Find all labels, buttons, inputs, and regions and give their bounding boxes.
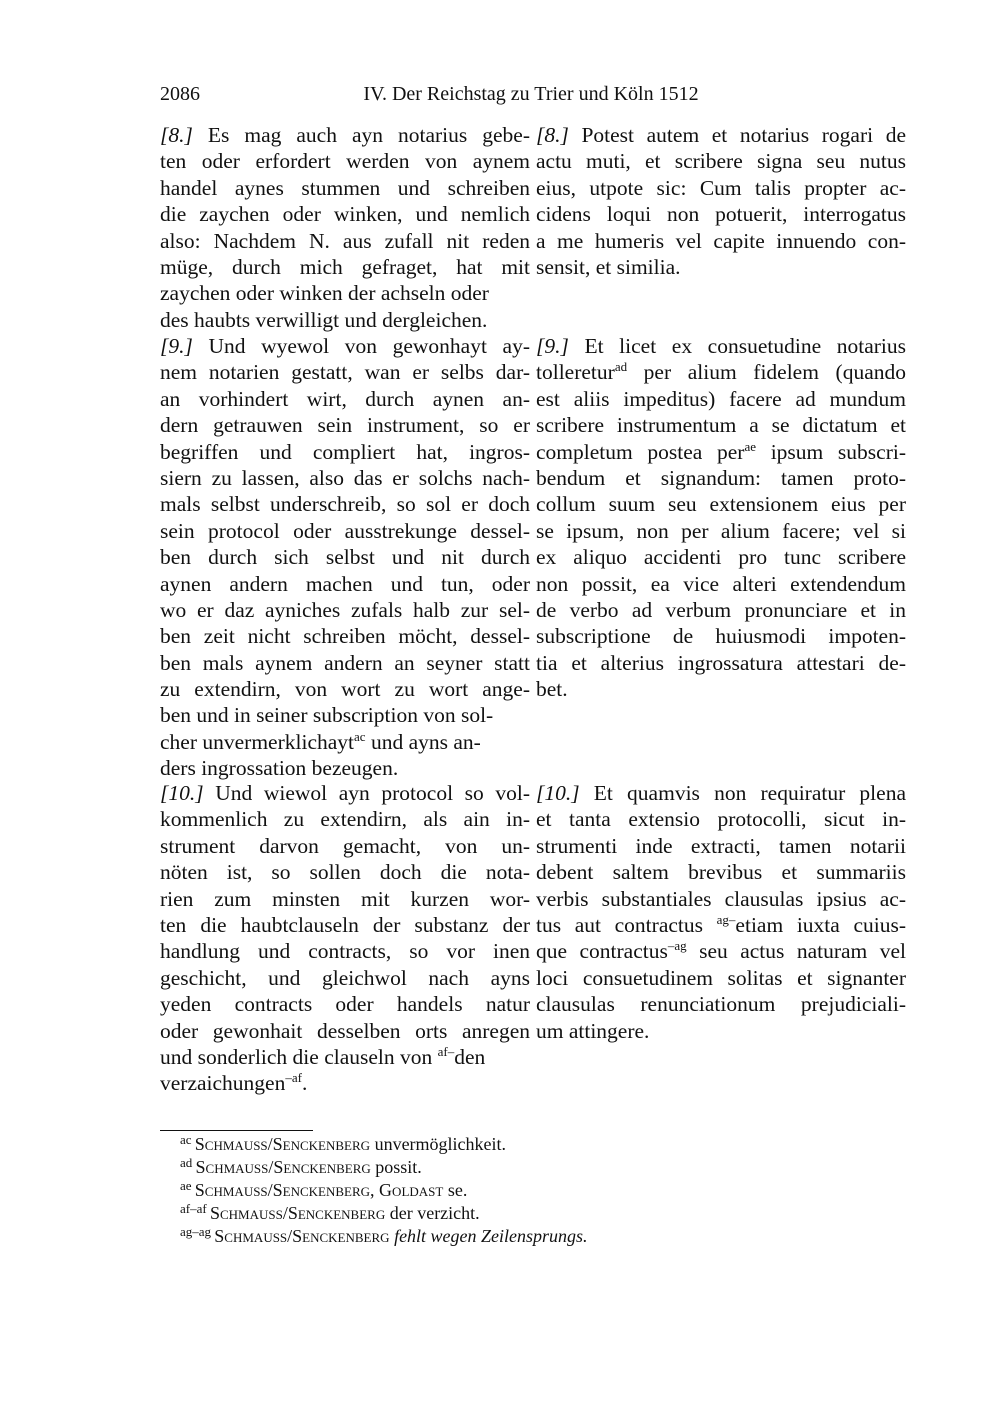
footnote-mark: ac (180, 1132, 195, 1147)
text-line: sein protocol oder ausstrekunge dessel- (160, 518, 530, 543)
text-line: ben durch sich selbst und nit durch (160, 545, 530, 570)
text-line: cidens loqui non potuerit, interrogatus (536, 202, 906, 227)
text-line: [8.] Potest autem et notarius rogari de (536, 123, 906, 147)
section-number: [10.] (160, 781, 204, 805)
text-line: ders ingrossation bezeugen. (160, 756, 399, 781)
text-line: [10.] Und wiewol ayn protocol so vol- (160, 781, 530, 805)
running-title: IV. Der Reichstag zu Trier und Köln 1512 (363, 83, 699, 105)
text-line: clausulas renunciationum prejudiciali- (536, 992, 906, 1017)
footnote-marker: ac (354, 728, 366, 744)
section-number: [9.] (536, 334, 569, 358)
footnote-mark: ad (180, 1155, 196, 1170)
footnote-rule (160, 1130, 313, 1131)
footnote-marker: ag– (716, 911, 736, 927)
text-line: ex aliquo accidenti pro tunc scribere (536, 545, 906, 570)
text-line: et tanta extensio protocolli, sicut in- (536, 807, 906, 832)
footnote-mark: af–af (180, 1201, 210, 1216)
text-line: sensit, et similia. (536, 254, 681, 279)
text-line: que contractus$^{-ag}$ seu actus naturam vel (536, 938, 906, 964)
text-line: bendum et signandum: tamen proto- (536, 465, 906, 490)
footnote-marker: –ag (667, 938, 687, 954)
text-line: se ipsum, non per alium facere; vel si (536, 518, 906, 543)
text-line: mals selbst underschreib, so sol er doch (160, 492, 530, 517)
text-line: tus aut contractus $^{ag-}$etiam iuxta cuius- (536, 911, 906, 937)
text-line: oder gewonhait desselben orts anregen (160, 1018, 530, 1043)
text-line: begriffen und compliert hat, ingros- (160, 439, 530, 464)
latin-column-section-9 (536, 333, 906, 702)
text-line: de verbo ad verbum pronunciare et in (536, 597, 906, 622)
text-line: nem notarien gestatt, wan er selbs dar- (160, 360, 530, 385)
text-line: die zaychen oder winken, und nemlich (160, 202, 530, 227)
text-line: bet. (536, 677, 568, 702)
text-line: est aliis impeditus) facere ad mundum (536, 386, 906, 411)
text-line: müge, durch mich gefraget, hat mit (160, 254, 530, 279)
text-line: rien zum minsten mit kurzen wor- (160, 886, 530, 911)
text-line: wo er daz ayniches zufals halb zur sel- (160, 597, 530, 622)
footnote-mark: ag–ag (180, 1224, 215, 1239)
text-line: zaychen oder winken der achseln oder (160, 281, 489, 306)
text-line: debent saltem brevibus et summariis (536, 860, 906, 885)
text-line: strument darvon gemacht, von un- (160, 833, 530, 858)
text-line: ben mals aynem andern an seyner statt (160, 650, 530, 675)
text-line: dern getrauwen sein instrument, so er (160, 413, 530, 438)
text-line: kommenlich zu extendirn, als ain in- (160, 807, 530, 832)
text-line: [10.] Et quamvis non requiratur plena (536, 781, 906, 805)
german-column-section-10 (160, 780, 530, 1097)
text-line: aynen andern machen und tun, oder (160, 571, 530, 596)
section-number: [8.] (536, 123, 569, 147)
text-line: an vorhindert wirt, durch aynen an- (160, 386, 530, 411)
text-line: [9.] Et licet ex consuetudine notarius (536, 334, 906, 358)
footnote-source: Schmauss/Senckenberg (194, 1134, 371, 1154)
text-line: strumenti inde extracti, tamen notarii (536, 833, 906, 858)
footnote-marker: af– (437, 1043, 455, 1059)
footnote-source: Schmauss/Senckenberg, Goldast (194, 1180, 444, 1200)
footnote-mark: ae (180, 1178, 195, 1193)
section-number: [8.] (160, 123, 193, 147)
footnote: $^{ad}$ Schmauss/Senckenberg possit. (180, 1155, 422, 1177)
text-line: cher unvermerklichayt$^{ac}$ und ayns an- (160, 728, 481, 754)
text-line: tolleretur$^{ad}$ per alium fidelem (quando (536, 359, 906, 385)
page-header (160, 80, 902, 108)
section-number: [10.] (536, 781, 580, 805)
latin-column-section-10 (536, 780, 906, 1044)
footnote: $^{ae}$ Schmauss/Senckenberg, Goldast se. (180, 1178, 468, 1200)
text-line: [8.] Es mag auch ayn notarius gebe- (160, 123, 530, 147)
footnote (160, 1225, 588, 1248)
text-line: loci consuetudinem solitas et signanter (536, 965, 906, 990)
text-line: ten die haubtclauseln der substanz der (160, 912, 530, 937)
latin-column-section-8 (536, 122, 906, 280)
german-column-section-8 (160, 122, 530, 333)
text-line: non possit, ea vice alteri extendendum (536, 571, 906, 596)
text-line: yeden contracts oder handels natur (160, 992, 530, 1017)
german-column-section-9 (160, 333, 530, 782)
footnote-source: Schmauss/Senckenberg (195, 1157, 371, 1177)
footnote-marker: –af (285, 1070, 302, 1086)
text-line: siern zu lassen, also das er solchs nach- (160, 465, 530, 490)
text-line: eius, utpote sic: Cum talis propter ac- (536, 175, 906, 200)
footnote: $^{ac}$ Schmauss/Senckenberg unvermöglichkeit. (180, 1132, 507, 1154)
footnote: $^{af-af}$ Schmauss/Senckenberg der verzicht. (180, 1201, 480, 1223)
text-line: verbis substantiales clausulas ipsius ac- (536, 886, 906, 911)
text-line: handel aynes stummen und schreiben (160, 175, 530, 200)
page-number: 2086 (160, 83, 200, 105)
text-line: scribere instrumentum a se dictatum et (536, 413, 906, 438)
text-line: completum postea per$^{ae}$ ipsum subscri- (536, 438, 906, 464)
text-line: subscriptione de huiusmodi impoten- (536, 624, 906, 649)
text-line: zu extendirn, von wort zu wort ange- (160, 677, 530, 702)
text-line: verzaichungen$^{-af}$. (160, 1070, 308, 1096)
text-line: collum suum seu extensionem eius per (536, 492, 906, 517)
text-line: [9.] Und wyewol von gewonhayt ay- (160, 334, 530, 358)
text-line: ben zeit nicht schreiben möcht, dessel- (160, 624, 530, 649)
footnote-marker: ad (614, 359, 628, 375)
text-line: actu muti, et scribere signa seu nutus (536, 149, 906, 174)
text-line: geschicht, und gleichwol nach ayns (160, 965, 530, 990)
text-line: ben und in seiner subscription von sol- (160, 703, 494, 728)
footnote-marker: ae (744, 438, 757, 454)
footnote-source: Schmauss/Senckenberg (209, 1203, 386, 1223)
text-line: des haubts verwilligt und dergleichen. (160, 307, 488, 332)
text-line: nöten ist, so sollen doch die nota- (160, 860, 530, 885)
text-line: ten oder erfordert werden von aynem (160, 149, 530, 174)
text-line: um attingere. (536, 1018, 650, 1043)
text-line: und sonderlich die clauseln von $^{af-}$den (160, 1043, 486, 1069)
footnotes (160, 1133, 588, 1248)
text-line: handlung und contracts, so vor inen (160, 939, 530, 964)
section-number: [9.] (160, 334, 193, 358)
footnote-comment: fehlt wegen Zeilensprungs. (394, 1226, 588, 1246)
text-line: also: Nachdem N. aus zufall nit reden (160, 228, 530, 253)
text-line: tia et alterius ingrossatura attestari de- (536, 650, 906, 675)
footnote-source: Schmauss/Senckenberg (214, 1226, 390, 1246)
text-line: a me humeris vel capite innuendo con- (536, 228, 906, 253)
